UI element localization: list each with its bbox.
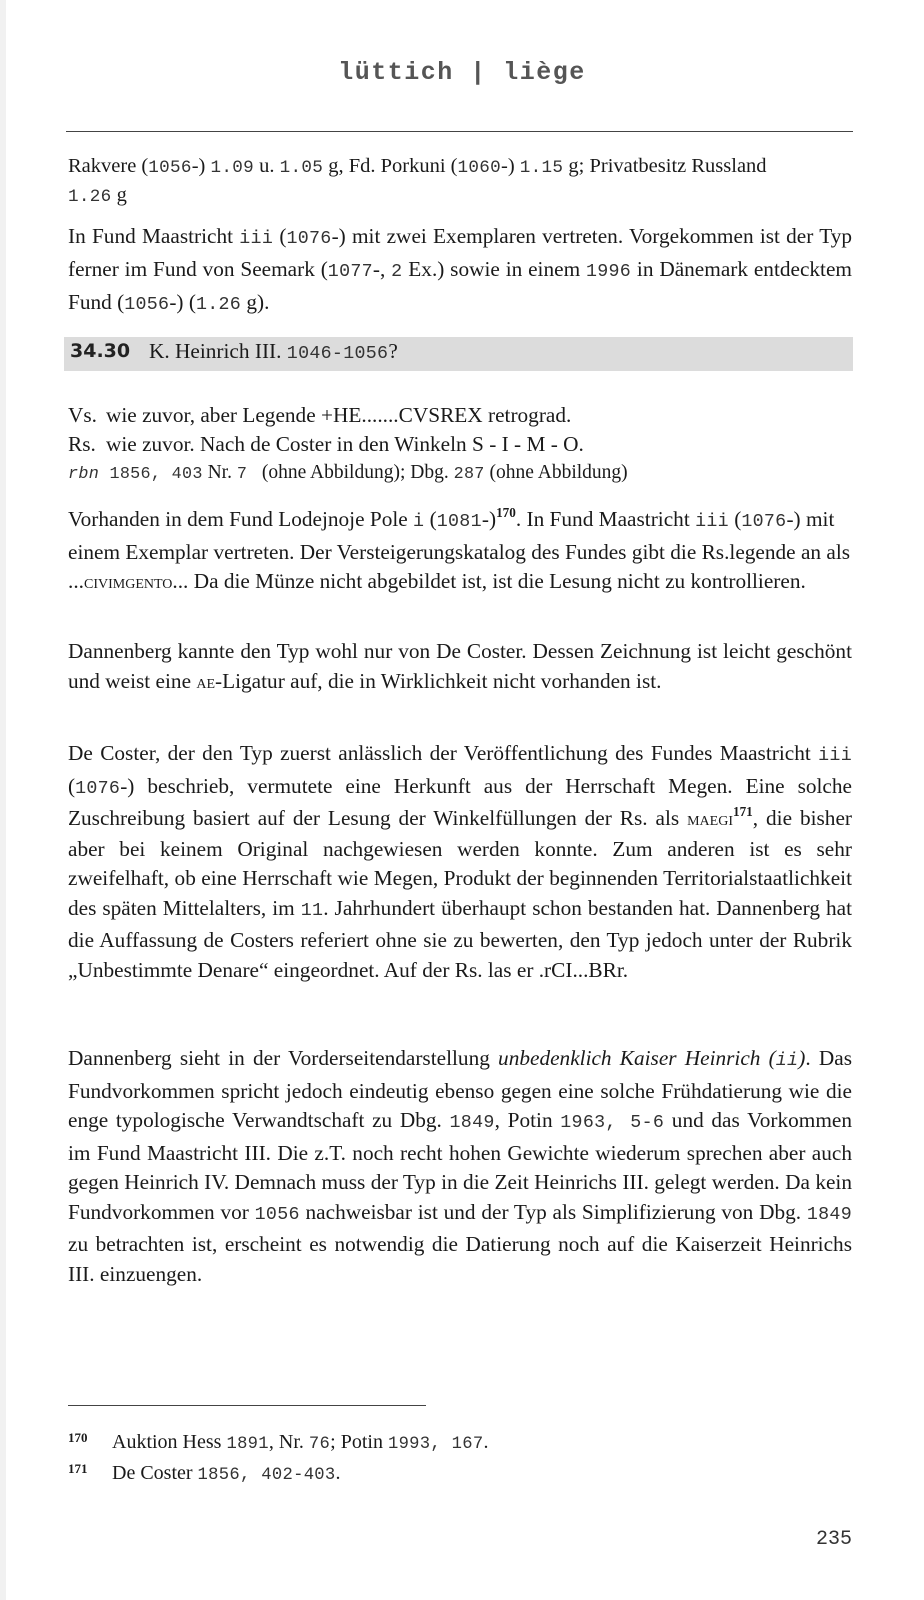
text: zu betrachten ist, erscheint es notwendig die Datierung noch auf die Kaiserzeit Heinrichs III. einzuengen. (68, 1232, 852, 1286)
weight: 1.26 (195, 295, 242, 315)
ref-number: 7 (236, 465, 248, 484)
year: 1060 (457, 158, 501, 178)
reverse-text: wie zuvor. Nach de Coster in den Winkeln S - I - M - O. (106, 432, 584, 456)
reverse-line (68, 430, 852, 459)
text: -) mit zwei Exemplaren vertreten. Vorgekommen ist der Typ ferner im Fund von Seemark ( (68, 224, 853, 281)
text: (ohne Abbildung) (484, 462, 628, 483)
text: Dannenberg kannte den Typ wohl nur von De Coster. Dessen Zeichnung ist leicht geschönt und weist eine (68, 639, 852, 693)
header-rule (66, 131, 853, 132)
page-edge (0, 0, 6, 1600)
text: , die bisher aber bei keinem Original nachgewiesen werden konnte. Zum anderen ist es sehr zweifelhaft, ob eine Herrschaft wie Megen, Produkt der beginnenden Territorialstaatlichkeit des späten Mittelalters, im (68, 806, 852, 920)
text: -) (191, 155, 211, 177)
text: De Coster, der den Typ zuerst anlässlich der Veröffentlichung des Fundes Maastricht (68, 741, 819, 765)
text: und das Vorkommen im Fund Maastricht III. Die z.T. noch recht hohen Gewichte wiederum sprechen aber auch gegen Heinrich IV. Demnach muss der Typ in die Zeit Heinrichs III. gelegt werden. Da kein Fundvorkommen vor (68, 1108, 852, 1224)
text: , Potin (494, 1108, 561, 1132)
ref-year-page: 1856, 403 (99, 465, 203, 484)
text: g). (241, 290, 270, 314)
text: . In Fund Maastricht (515, 507, 696, 531)
text: -) ( (169, 290, 196, 314)
text: ( (273, 224, 287, 248)
weight: 1.15 (519, 158, 564, 178)
text: . (483, 1431, 489, 1453)
legend-text: civimgento (83, 571, 173, 593)
paragraph-dating (68, 1044, 852, 1289)
running-title: lüttich | liège (338, 58, 586, 87)
count: 2 (391, 262, 403, 282)
text: -, (372, 257, 392, 281)
roman-numeral: iii (239, 229, 274, 249)
paragraph-finds (68, 505, 852, 598)
text: Rakvere ( (68, 155, 149, 177)
ref-number: 1849 (449, 1113, 495, 1133)
year: 1081 (436, 512, 482, 532)
text: ... Da die Münze nicht abgebildet ist, ist die Lesung nicht zu kontrollieren. (172, 569, 806, 593)
intro-paragraph (68, 221, 852, 320)
text: ( (768, 1046, 776, 1070)
text: ( (728, 507, 742, 531)
text: ( (424, 507, 437, 531)
reign-years: 1046-1056 (286, 344, 389, 364)
entry-title (149, 339, 398, 364)
text: (ohne Abbildung); Dbg. (247, 462, 454, 483)
year: 1056 (124, 295, 170, 315)
text: in Dänemark entdecktem Fund ( (68, 257, 852, 314)
catalog-entry-heading (64, 337, 853, 371)
paragraph-de-coster (68, 739, 852, 985)
roman-numeral: i (413, 512, 425, 532)
footnote-number: 170 (68, 1430, 88, 1445)
text: -) (501, 155, 520, 177)
text: -) mit einem Exemplar vertreten. Der Versteigerungskatalog des Fundes gibt die Rs.legende an als ... (68, 507, 851, 593)
page-number: 235 (815, 1528, 852, 1551)
ref-number: 76 (308, 1435, 331, 1454)
text: . Das Fundvorkommen spricht jedoch eindeutig ebenso gegen eine solche Frühdatierung wie die enge typologische Verwandtschaft zu Dbg. (68, 1046, 852, 1132)
ref-number: 1856, 402-403 (197, 1466, 336, 1485)
year: 1077 (327, 262, 373, 282)
entry-number: 34.30 (70, 340, 131, 362)
roman-numeral: ii (775, 1051, 799, 1071)
text: u. (254, 155, 280, 177)
year: 1056 (254, 1204, 300, 1225)
text: nachweisbar ist und der Typ als Simplifizierung von Dbg. (299, 1199, 807, 1224)
quoted-text: unbedenklich Kaiser Heinrich (498, 1046, 769, 1070)
coin-description (68, 401, 852, 489)
year: 1076 (286, 229, 332, 249)
century-number: 11 (300, 900, 324, 921)
roman-numeral: iii (695, 512, 729, 532)
reverse-label: Rs. (68, 432, 96, 456)
year: 1056 (148, 158, 192, 178)
text: ; Potin (330, 1431, 388, 1453)
text: Ex.) sowie in einem (402, 257, 586, 281)
reference-line (68, 459, 852, 489)
text: Nr. (202, 462, 237, 483)
year: 1076 (75, 778, 121, 799)
year: 1076 (741, 512, 787, 532)
text: In Fund Maastricht (68, 224, 240, 248)
obverse-label: Vs. (68, 403, 97, 427)
text: g, Fd. Porkuni ( (323, 155, 458, 177)
weight: 1.26 (68, 187, 112, 207)
year: 1891 (226, 1435, 269, 1454)
footnote-number: 171 (68, 1461, 88, 1476)
weight: 1.09 (210, 158, 254, 178)
footnote-ref-170[interactable]: 170 (496, 504, 516, 520)
text: Vorhanden in dem Fund Lodejnoje Pole (68, 507, 414, 531)
text: -Ligatur auf, die in Wirklichkeit nicht vorhanden ist. (215, 668, 662, 693)
text: g (111, 184, 127, 206)
ref-abbrev: rbn (68, 465, 100, 484)
intro-find-list (68, 153, 852, 211)
text: Dannenberg sieht in der Vorderseitendarstellung (68, 1046, 499, 1070)
footnote-rule (68, 1405, 426, 1406)
ruler: K. Heinrich III. (149, 339, 287, 363)
text: , Nr. (268, 1431, 309, 1453)
text: ? (388, 339, 398, 363)
text: . Jahrhundert überhaupt schon bestanden hat. Dannenberg hat die Auffassung de Costers referiert ohne sie zu bewerten, den Typ jedoch unter der Rubrik „Unbestimmte Denare“ eingeordnet. Auf der Rs. las er .rCI...BRr. (68, 895, 852, 982)
text: -) (481, 507, 497, 531)
text: ) (798, 1046, 806, 1070)
legend-text: maegi (687, 808, 733, 830)
ref-number: 1993, 167 (387, 1435, 484, 1454)
ref-number: 287 (453, 465, 485, 484)
roman-numeral: iii (818, 746, 852, 766)
year: 1996 (585, 262, 632, 282)
ref-number: 1849 (806, 1204, 852, 1225)
paragraph-dannenberg-source (68, 637, 852, 697)
footnote-170 (68, 1424, 488, 1459)
footnote-ref-171[interactable]: 171 (732, 803, 753, 819)
text: -) beschrieb, vermutete eine Herkunft aus der Herrschaft Megen. Eine solche Zuschreibung basiert auf der Lesung der Winkelfüllungen der Rs. als (68, 773, 852, 830)
text: . (335, 1462, 341, 1484)
footnote-171 (68, 1455, 341, 1490)
ref-number: 1963, 5-6 (560, 1113, 665, 1133)
obverse-line (68, 401, 852, 430)
obverse-text: wie zuvor, aber Legende +HE.......CVSREX retrograd. (106, 403, 572, 427)
weight: 1.05 (279, 158, 324, 178)
text: Auktion Hess (112, 1431, 227, 1453)
text: ( (68, 773, 76, 798)
ligature-text: ae (196, 670, 216, 693)
text: De Coster (112, 1462, 198, 1484)
text: g; Privatbesitz Russland (563, 155, 767, 177)
